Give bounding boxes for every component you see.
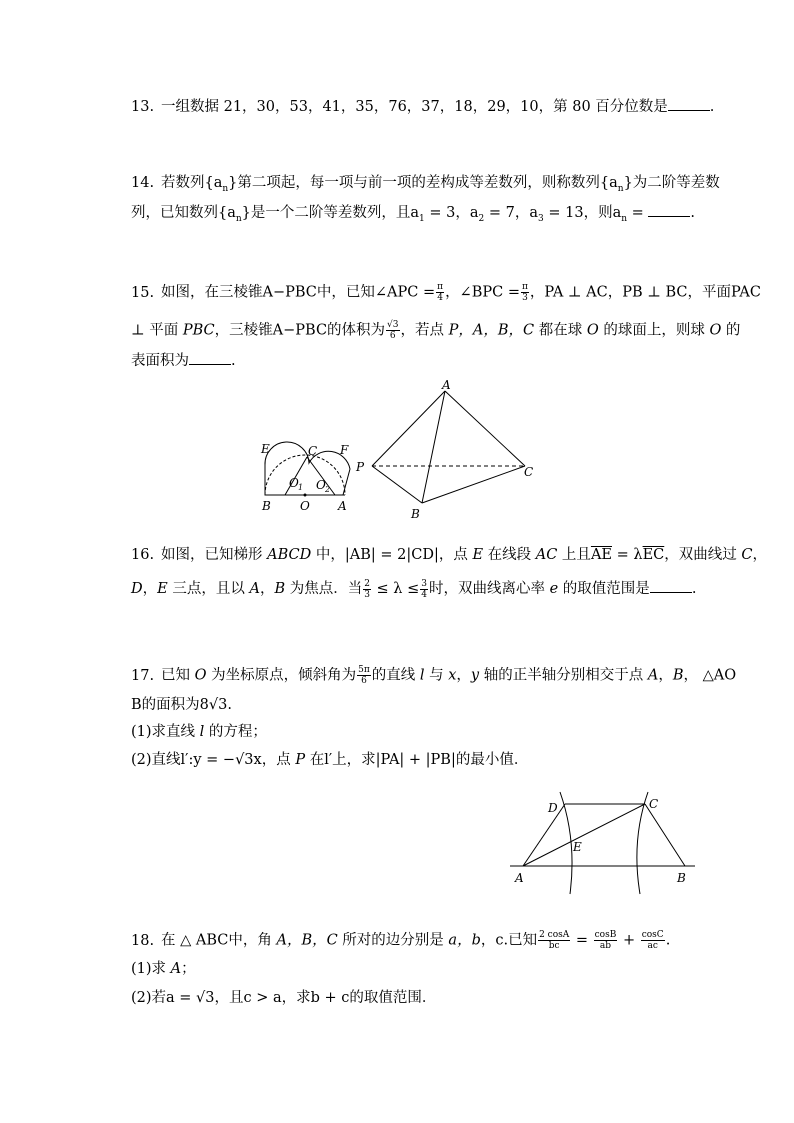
q16-italic: ABCD	[267, 547, 312, 563]
tetrahedron-figure	[350, 375, 550, 523]
q14-text: = 7，a	[484, 205, 539, 221]
q13-number: 13.	[131, 99, 155, 115]
q14-sub: 2	[478, 213, 485, 224]
q16-number: 16.	[131, 547, 155, 563]
q16-italic: E	[157, 581, 168, 597]
frac-num: √3	[387, 320, 399, 330]
label-c: C	[308, 444, 318, 458]
q18-part2	[131, 988, 436, 1008]
q15-text: 的	[721, 322, 741, 339]
label-e: E	[261, 442, 270, 456]
q14-text: }第二项起，每一项与前一项的差构成等差数列，则称数列{a	[228, 175, 618, 191]
q17-italic: l	[199, 724, 205, 740]
q16-text: 时，双曲线离心率	[429, 581, 550, 597]
q15-italic: O	[586, 322, 599, 339]
q18-frac-1	[538, 930, 570, 951]
q14-sub: 1	[419, 213, 425, 224]
q14-text: = 13，则a	[543, 205, 622, 221]
frac-num: 2	[364, 578, 370, 589]
q16-text: 如图，已知梯形	[161, 547, 268, 563]
q16-text: 中，|AB| = 2|CD|，点	[311, 547, 473, 563]
q13-text: 一组数据 21，30，53，41，35，76，37，18，29，10，第 80 百分位数是	[161, 99, 668, 115]
q14-text: }是一个二阶等差数列，且a	[241, 205, 420, 221]
q17-italic: P	[295, 752, 306, 768]
q17-text: 已知	[161, 667, 195, 684]
q17-text: 的方程；	[204, 724, 267, 740]
frac-den: 4	[421, 589, 427, 600]
q16-end: .	[691, 581, 697, 597]
q16-text: ，双曲线过	[664, 547, 742, 563]
q16-italic: e	[549, 581, 559, 597]
q15-text: 都在球	[534, 322, 587, 339]
q16-text: 三点，且以	[167, 581, 250, 597]
label-d: D	[548, 801, 558, 815]
q13-end: .	[709, 99, 715, 115]
q15-end: .	[231, 353, 236, 369]
q18-text: 所对的边分别是	[337, 932, 449, 949]
q16-italic: C	[741, 547, 753, 563]
frac-num: cosC	[641, 930, 664, 940]
q15-text: 表面积为	[131, 353, 189, 369]
q14-text: 若数列{a	[161, 175, 223, 191]
vector-ec: $\overline{EC}$	[642, 547, 665, 563]
q18-text: +	[618, 932, 640, 949]
frac-den: 6	[389, 331, 396, 341]
q17-italic: y	[470, 667, 480, 684]
label-o1-sub: 1	[298, 483, 304, 492]
q17-text: ，	[658, 667, 673, 684]
q18-text: ，c.已知	[480, 932, 538, 949]
label-a: A	[442, 378, 451, 392]
edge-bc	[422, 466, 525, 503]
label-b: B	[677, 871, 686, 885]
q15-line3	[131, 350, 236, 371]
q15-text: ，若点	[400, 322, 449, 339]
q15-text: ，三棱锥A−PBC的体积为	[214, 322, 386, 339]
q16-text: 的取值范围是	[558, 581, 650, 597]
q16-blank	[650, 578, 692, 593]
q15-text: 如图，在三棱锥A−PBC中，已知∠APC =	[161, 284, 436, 301]
label-a: A	[515, 871, 524, 885]
q15-text: 的球面上，则球	[598, 322, 710, 339]
q18-end: .	[665, 932, 671, 949]
q17-number: 17.	[131, 667, 155, 684]
q14-sub: n	[621, 213, 628, 224]
q17-text: 轴的正半轴分别相交于点	[479, 667, 648, 684]
side-cb	[645, 804, 685, 866]
q18-text: (1)求	[131, 961, 171, 977]
q17-frac-5pi-6	[357, 665, 371, 686]
q14-blank	[648, 202, 690, 217]
q16-text: = λ	[612, 547, 643, 563]
q18-frac-2	[594, 930, 618, 951]
frac-den: 3	[364, 589, 370, 600]
q18-text: (2)若a = √3，且c > a，求b + c的取值范围．	[131, 990, 437, 1006]
q17-italic: l	[419, 667, 425, 684]
label-f: F	[340, 443, 349, 457]
q17-text: B的面积为8√3.	[131, 697, 232, 713]
q16-italic: E	[472, 547, 484, 563]
q14-line2	[131, 202, 695, 229]
q15-italic: O	[709, 322, 722, 339]
q15-frac-pi-4	[436, 282, 444, 303]
q15-line2	[131, 320, 740, 341]
q14-sub: n	[617, 183, 624, 194]
q17-italic: A	[647, 667, 659, 684]
q17-line1	[131, 665, 736, 686]
q14-text: =	[627, 205, 644, 221]
edge-pb	[372, 466, 422, 503]
frac-den: 6	[361, 676, 367, 686]
edge-ab	[422, 391, 445, 503]
q14-sub: n	[222, 183, 229, 194]
label-o2-sub: 2	[325, 485, 331, 494]
q18-italic: A，B，C	[276, 932, 338, 949]
frac-num: π	[437, 282, 444, 292]
label-o2: O	[316, 478, 326, 492]
q14-end: .	[690, 205, 695, 221]
trapezoid-figure	[505, 790, 705, 902]
q18-text: ；	[181, 961, 196, 977]
q14-text: 列，已知数列{a	[131, 205, 236, 221]
q15-number: 15.	[131, 284, 155, 301]
q18-text: =	[571, 932, 593, 949]
q16-text: ，	[752, 547, 767, 563]
q16-italic: A	[249, 581, 260, 597]
q15-text: ⊥ 平面	[131, 322, 183, 339]
q16-italic: D	[131, 581, 143, 597]
q17-italic: B	[672, 667, 684, 684]
q18-part1	[131, 959, 196, 979]
vector-ae: $\overline{AE}$	[590, 547, 612, 563]
q17-text: ，	[456, 667, 471, 684]
q14-line1	[131, 173, 720, 199]
label-b: B	[411, 507, 420, 521]
q17-line2	[131, 695, 232, 715]
q15-italic: P，A，B，C	[448, 322, 535, 339]
edge-ap	[372, 391, 445, 466]
frac-num: cosB	[594, 930, 617, 940]
q13-line	[131, 96, 714, 117]
frac-num: 3	[421, 578, 427, 589]
frac-den: ab	[599, 941, 612, 951]
q15-text: ，PA ⊥ AC，PB ⊥ BC，平面PAC	[529, 284, 761, 301]
q16-italic: B	[274, 581, 286, 597]
semicircle-figure	[255, 435, 355, 515]
q17-text: (1)求直线	[131, 724, 200, 740]
q18-number: 18.	[131, 932, 155, 949]
frac-num: π	[521, 282, 528, 292]
q17-text: (2)直线l′:y = −√3x，点	[131, 752, 296, 768]
q18-frac-3	[641, 930, 665, 951]
q16-text: 为焦点．当	[285, 581, 363, 597]
q17-text: ， △AO	[683, 667, 737, 684]
label-a: A	[338, 499, 347, 513]
q15-frac-pi-3	[521, 282, 529, 303]
q16-frac-2-3	[363, 579, 371, 600]
q16-italic: AC	[535, 547, 558, 563]
q16-line1	[131, 545, 767, 565]
label-c: C	[649, 797, 659, 811]
label-c: C	[524, 465, 534, 479]
q14-text: = 3，a	[424, 205, 479, 221]
hyperbola-left-branch	[560, 792, 572, 894]
q15-blank	[189, 350, 231, 365]
q18-italic: A	[170, 961, 182, 977]
q15-line1	[131, 282, 761, 303]
label-o: O	[300, 499, 310, 513]
side-ad	[523, 804, 565, 866]
q16-text: 在线段	[483, 547, 536, 563]
edge-ac	[445, 391, 525, 466]
label-o1: O	[289, 476, 299, 490]
frac-den: bc	[548, 941, 560, 951]
frac-den: ac	[647, 941, 658, 951]
q16-text: ，	[142, 581, 158, 597]
diagonal-ac	[523, 804, 645, 866]
frac-num: 5π	[358, 665, 370, 675]
label-b: B	[262, 499, 271, 513]
q16-text: ，	[259, 581, 275, 597]
q15-frac-volume	[386, 320, 399, 341]
q17-part2	[131, 750, 528, 770]
frac-den: 4	[437, 293, 443, 303]
q16-frac-3-4	[420, 579, 428, 600]
q17-italic: x	[448, 667, 457, 684]
point-o	[304, 494, 307, 497]
q14-text: }为二阶等差数	[623, 175, 720, 191]
q18-line1	[131, 930, 670, 951]
q17-text: 的直线	[371, 667, 420, 684]
q17-part1	[131, 722, 267, 742]
q16-text: 上且	[557, 547, 591, 563]
q13-blank	[668, 96, 710, 111]
frac-den: 3	[522, 293, 528, 303]
label-e: E	[573, 840, 582, 854]
q14-sub: n	[235, 213, 242, 224]
q15-italic: PBC	[182, 322, 215, 339]
q17-text: 为坐标原点，倾斜角为	[206, 667, 357, 684]
q17-italic: O	[194, 667, 207, 684]
label-p: P	[356, 460, 365, 474]
q17-text: 与	[424, 667, 449, 684]
frac-num: 2 cosA	[539, 930, 570, 940]
q17-text: 在l′上，求|PA| + |PB|的最小值．	[305, 752, 529, 768]
q16-line2	[131, 578, 696, 600]
q14-sub: 3	[538, 213, 544, 224]
q18-text: 在 △ ABC中，角	[161, 932, 277, 949]
q18-italic: a，b	[448, 932, 481, 949]
q14-number: 14.	[131, 175, 155, 191]
q16-text: ≤ λ ≤	[371, 581, 420, 597]
q15-text: ，∠BPC =	[445, 284, 520, 301]
